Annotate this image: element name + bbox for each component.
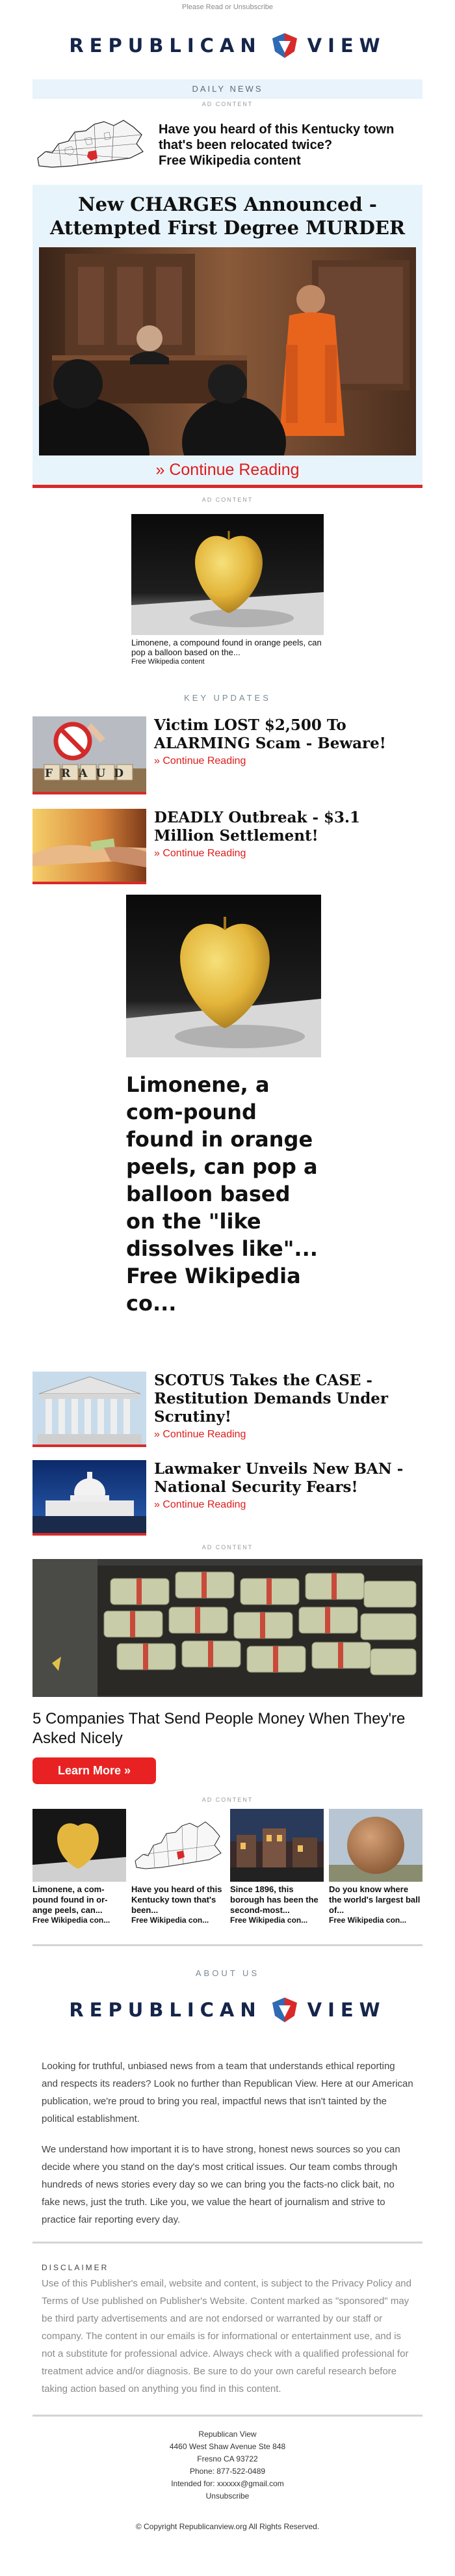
ad-grid — [32, 1809, 422, 1925]
unsubscribe-link[interactable]: Unsubscribe — [205, 2491, 250, 2501]
ad-grid-item[interactable] — [32, 1809, 126, 1925]
balloon-image — [131, 514, 324, 635]
grid-caption: Do you know where the world's largest ball of... — [329, 1884, 421, 1915]
hero-title[interactable]: New CHARGES Announced - Attempted First Degree MURDER — [49, 193, 406, 239]
story-outbreak-link[interactable]: » Continue Reading — [154, 848, 246, 859]
grid-kentucky-map-image — [131, 1809, 225, 1882]
logo-word-view: VIEW — [307, 1999, 386, 2021]
ad-grid-item[interactable] — [230, 1809, 324, 1925]
ad-kentucky-text — [150, 122, 422, 169]
header — [32, 16, 422, 75]
ad-content-label-2: AD CONTENT — [202, 496, 254, 503]
ad-content-label-3: AD CONTENT — [202, 1544, 254, 1551]
story-fraud-link[interactable]: » Continue Reading — [154, 755, 246, 766]
copyright: © Copyright Republicanview.org All Rights Reserved. — [135, 2522, 320, 2531]
grid-source: Free Wikipedia con... — [329, 1916, 407, 1925]
address-block — [32, 2428, 422, 2502]
kentucky-map-image — [32, 113, 150, 178]
about-us-text — [32, 2057, 422, 2229]
key-updates-label: KEY UPDATES — [184, 693, 271, 703]
preheader[interactable]: Please Read or Unsubscribe — [181, 3, 274, 11]
address-name: Republican View — [198, 2430, 257, 2439]
logo-word-republican: REPUBLICAN — [69, 34, 262, 57]
settlement-photo — [32, 809, 146, 882]
story-ban-body — [146, 1460, 422, 1511]
disclaimer-label: DISCLAIMER — [42, 2263, 109, 2272]
disclaimer-text: Use of this Publisher's email, website and content, is subject to the Privacy Policy and Terms of Use published on Publisher's Website. Content marked as "sponsored" may be third party advertisements and are not endorsed or warranted by our staff or company. The content in our emails is for informational or entertainment use, and is not a substitute for professional advice. Always check with a qualified professional for treatment advice and/or diagnosis. Be sure to do your own careful research before taking action based on anything you find in this content. — [42, 2278, 411, 2394]
story-fraud-title[interactable]: Victim LOST $2,500 To ALARMING Scam - Beware! — [154, 716, 386, 752]
hero-continue-reading-link[interactable]: » Continue Reading — [155, 461, 300, 479]
about-paragraph-2: We understand how important it is to have strong, honest news sources so you can decide where you stand on the day's most critical issues. Our team combs through hundreds of news stories every day so we can bring you the facts-no click bait, no fake news, just the truth. Like you, we value the heart of journalism and strive to practice fair reporting every day. — [42, 2144, 400, 2225]
story-outbreak-title[interactable]: DEADLY Outbreak - $3.1 Million Settlement! — [154, 809, 361, 845]
about-us-label: ABOUT US — [195, 1968, 260, 1978]
address-city: Fresno CA 93722 — [197, 2454, 258, 2463]
grid-caption: Have you heard of this Kentucky town that's been... — [131, 1884, 222, 1915]
brand-logo-footer[interactable] — [69, 1995, 385, 2025]
ad-grid-item[interactable] — [329, 1809, 422, 1925]
story-scotus-title[interactable]: SCOTUS Takes the CASE - Restitution Demands Under Scrutiny! — [154, 1372, 389, 1426]
story-fraud-image — [32, 716, 146, 794]
story-fraud[interactable] — [32, 716, 422, 794]
ad-balloon-large-title: Limonene, a com-pound found in orange peels, can pop a balloon based on the "like dissolves like"... — [126, 1072, 318, 1261]
learn-more-button[interactable]: Learn More » — [32, 1757, 156, 1784]
divider — [32, 1944, 422, 1946]
grid-source: Free Wikipedia con... — [131, 1916, 209, 1925]
story-scotus-image — [32, 1372, 146, 1447]
divider — [32, 2242, 422, 2244]
ad-balloon-large-source: Free Wikipedia co... — [126, 1264, 301, 1316]
balloon-large-image — [126, 895, 321, 1057]
story-scotus-link[interactable]: » Continue Reading — [154, 1429, 246, 1440]
money-image — [32, 1559, 422, 1697]
supreme-court-photo — [32, 1372, 146, 1444]
daily-news-bar: DAILY NEWS — [32, 79, 422, 99]
story-ban-image — [32, 1460, 146, 1536]
address-street: 4460 West Shaw Avenue Ste 848 — [169, 2442, 286, 2451]
hero-story — [32, 185, 422, 488]
story-ban-title[interactable]: Lawmaker Unveils New BAN - National Security Fears! — [154, 1460, 404, 1496]
ad-money[interactable] — [32, 1559, 422, 1784]
story-scotus[interactable] — [32, 1372, 422, 1447]
email-body — [32, 16, 422, 2531]
grid-balloon-image — [32, 1809, 126, 1882]
brand-logo[interactable] — [69, 31, 385, 61]
ad-balloon-caption: Limonene, a compound found in orange peels, can pop a balloon based on the... — [131, 638, 322, 657]
ad-kentucky-headline: Have you heard of this Kentucky town that's been relocated twice? — [159, 122, 395, 152]
logo-shield-icon — [270, 1995, 300, 2025]
grid-source: Free Wikipedia con... — [230, 1916, 308, 1925]
fraud-photo — [32, 716, 146, 792]
ad-content-label: AD CONTENT — [202, 101, 254, 107]
divider — [32, 2415, 422, 2417]
grid-borough-image — [230, 1809, 324, 1882]
ad-kentucky[interactable] — [32, 109, 422, 181]
address-intended: Intended for: xxxxxx@gmail.com — [171, 2479, 284, 2488]
logo-word-view: VIEW — [307, 34, 386, 57]
ad-balloon[interactable] — [32, 514, 422, 667]
story-outbreak-body — [146, 809, 422, 860]
story-ban-link[interactable]: » Continue Reading — [154, 1499, 246, 1510]
grid-ball-image — [329, 1809, 422, 1882]
logo-word-republican: REPUBLICAN — [69, 1999, 262, 2021]
story-scotus-body — [146, 1372, 422, 1441]
fraud-blocks-text: FRAUD — [45, 767, 132, 780]
ad-content-label-4: AD CONTENT — [202, 1796, 254, 1803]
logo-shield-icon — [270, 31, 300, 61]
story-outbreak[interactable] — [32, 809, 422, 884]
story-ban[interactable] — [32, 1460, 422, 1536]
story-outbreak-image — [32, 809, 146, 884]
grid-caption: Limonene, a com-pound found in or-ange peels, can... — [32, 1884, 108, 1915]
grid-source: Free Wikipedia con... — [32, 1916, 110, 1925]
ad-balloon-source: Free Wikipedia content — [131, 658, 205, 666]
ad-grid-item[interactable] — [131, 1809, 225, 1925]
capitol-photo — [32, 1460, 146, 1533]
footer-logo — [32, 1981, 422, 2039]
ad-money-title: 5 Companies That Send People Money When They're Asked Nicely — [32, 1710, 406, 1747]
story-fraud-body — [146, 716, 422, 767]
address-phone: Phone: 877-522-0489 — [189, 2467, 266, 2476]
grid-caption: Since 1896, this borough has been the second-most... — [230, 1884, 318, 1915]
about-paragraph-1: Looking for truthful, unbiased news from a team that understands ethical reporting and respects its readers? Look no further than Republican View. Here at our American publication, we're proud to bring you real, impactful news that isn't tainted by the political establishment. — [42, 2061, 413, 2124]
courtroom-image[interactable] — [39, 247, 416, 455]
ad-balloon-large[interactable] — [126, 895, 321, 1317]
ad-kentucky-source: Free Wikipedia content — [159, 154, 301, 168]
